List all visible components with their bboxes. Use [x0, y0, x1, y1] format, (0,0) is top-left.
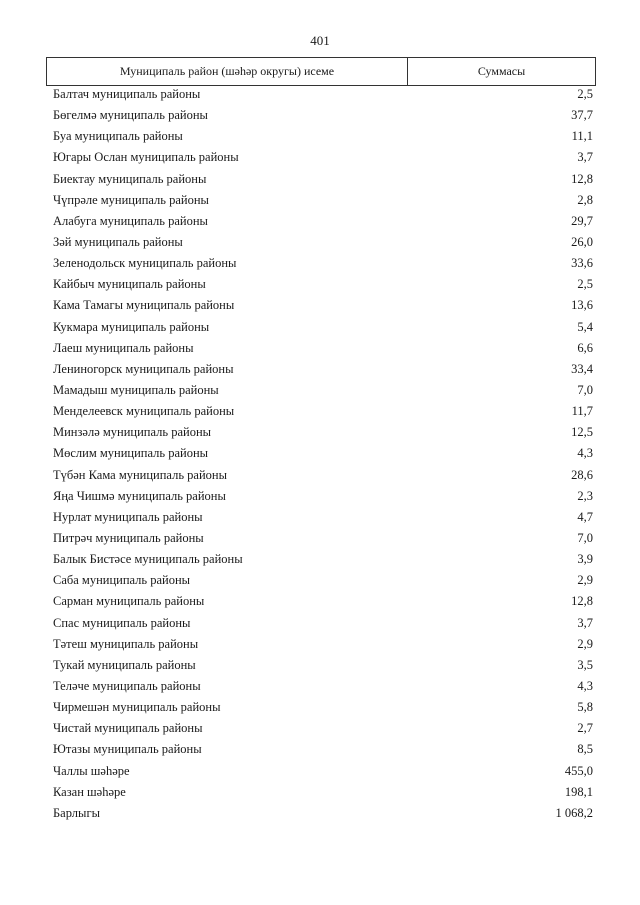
amount-value: 28,6 [571, 467, 593, 482]
amount-value: 2,3 [577, 488, 593, 503]
district-name: Мөслим муниципаль районы [53, 446, 209, 461]
table-row [53, 169, 593, 190]
district-name: Зеленодольск муниципаль районы [53, 256, 237, 271]
amount-value: 4,7 [577, 509, 593, 524]
district-name: Балтач муниципаль районы [53, 87, 201, 102]
district-name: Сарман муниципаль районы [53, 594, 205, 609]
district-name: Кама Тамагы муниципаль районы [53, 298, 235, 313]
header-amount: Суммасы [477, 64, 526, 78]
amount-value: 33,4 [571, 361, 593, 376]
district-name: Чирмешән муниципаль районы [53, 700, 221, 715]
amount-value: 198,1 [564, 784, 593, 799]
district-name: Югары Ослан муниципаль районы [53, 150, 239, 165]
district-name: Алабуга муниципаль районы [53, 213, 208, 228]
table-row [53, 401, 593, 422]
amount-value: 13,6 [571, 298, 593, 313]
table-row [53, 676, 593, 697]
amount-value: 3,7 [577, 615, 593, 630]
amount-value: 4,3 [577, 679, 593, 693]
district-name: Буа муниципаль районы [53, 129, 183, 144]
table-row [53, 528, 593, 549]
amount-value: 7,0 [577, 531, 593, 546]
district-name: Питрәч муниципаль районы [53, 531, 204, 546]
district-name: Кукмара муниципаль районы [53, 319, 210, 334]
table-row [53, 295, 593, 316]
district-name: Яңа Чишмә муниципаль районы [53, 488, 226, 503]
district-name: Чаллы шәһәре [53, 763, 130, 778]
table-row [53, 380, 593, 401]
page-number: 401 [310, 33, 330, 48]
amount-value: 26,0 [571, 235, 593, 250]
amount-value: 6,6 [577, 340, 593, 355]
table-row [53, 465, 593, 486]
district-name: Зәй муниципаль районы [53, 235, 183, 250]
district-name: Барлыгы [53, 805, 100, 820]
amount-value: 12,8 [571, 171, 593, 186]
table-row [53, 190, 593, 211]
table-row [53, 486, 593, 507]
district-name: Чистай муниципаль районы [53, 721, 203, 736]
district-name: Чүпрәле муниципаль районы [53, 192, 209, 207]
amount-value: 11,7 [571, 404, 593, 419]
table-row [53, 422, 593, 443]
table-row [53, 782, 593, 803]
amount-value: 29,7 [571, 213, 593, 228]
amount-value: 2,7 [577, 721, 593, 736]
table-body [53, 84, 593, 824]
table-row [53, 507, 593, 528]
district-name: Лаеш муниципаль районы [53, 340, 194, 355]
amount-value: 2,5 [577, 87, 593, 102]
district-name: Менделеевск муниципаль районы [53, 404, 235, 419]
table-row [53, 274, 593, 295]
district-name: Казан шәһәре [53, 784, 126, 799]
table-row [53, 655, 593, 676]
district-name: Тукай муниципаль районы [53, 657, 196, 672]
table-row [53, 147, 593, 168]
district-name: Ютазы муниципаль районы [53, 742, 202, 757]
table-row [53, 718, 593, 739]
amount-value: 12,5 [571, 425, 593, 440]
amount-value: 2,9 [577, 573, 593, 588]
amount-value: 4,3 [577, 446, 593, 461]
amount-value: 5,8 [577, 700, 593, 715]
amount-value: 1 068,2 [555, 805, 593, 820]
amount-value: 7,0 [577, 383, 593, 398]
table-row [53, 232, 593, 253]
table-row [53, 359, 593, 380]
amount-value: 3,9 [577, 552, 593, 567]
district-name: Бөгелмә муниципаль районы [53, 108, 208, 123]
amount-value: 12,8 [571, 594, 593, 609]
district-name: Нурлат муниципаль районы [53, 509, 203, 524]
district-name: Кайбыч муниципаль районы [53, 277, 206, 292]
table-row [53, 549, 593, 570]
header-district-name: Муниципаль район (шәһәр округы) исеме [47, 58, 408, 85]
table-row [53, 211, 593, 232]
district-name: Теләче муниципаль районы [53, 679, 201, 693]
amount-value: 8,5 [577, 742, 593, 757]
amount-value: 11,1 [571, 129, 593, 144]
table-row [53, 84, 593, 105]
amount-value: 2,8 [577, 192, 593, 207]
district-name: Түбән Кама муниципаль районы [53, 467, 227, 482]
table-row [53, 338, 593, 359]
table-row [53, 761, 593, 782]
table-row [53, 253, 593, 274]
table-row [53, 126, 593, 147]
table-row [53, 613, 593, 634]
table-row [53, 739, 593, 760]
district-name: Балык Бистәсе муниципаль районы [53, 552, 243, 567]
amount-value: 37,7 [571, 108, 593, 123]
district-name: Мамадыш муниципаль районы [53, 383, 219, 398]
table-row [53, 317, 593, 338]
table-row [53, 591, 593, 612]
district-name: Минзәлә муниципаль районы [53, 425, 212, 440]
amount-value: 5,4 [577, 319, 593, 334]
amount-value: 3,7 [577, 150, 593, 165]
table-row [53, 634, 593, 655]
district-name: Биектау муниципаль районы [53, 171, 207, 186]
table-row [53, 803, 593, 824]
table-row [53, 443, 593, 464]
table-row [53, 105, 593, 126]
amount-value: 2,5 [577, 277, 593, 292]
amount-value: 455,0 [564, 763, 593, 778]
amount-value: 33,6 [571, 256, 593, 271]
amount-value: 2,9 [577, 636, 593, 651]
district-name: Саба муниципаль районы [53, 573, 191, 588]
district-name: Тәтеш муниципаль районы [53, 636, 199, 651]
amount-value: 3,5 [577, 657, 593, 672]
table-header [46, 57, 596, 86]
table-row [53, 570, 593, 591]
district-name: Спас муниципаль районы [53, 615, 191, 630]
table-row [53, 697, 593, 718]
district-name: Лениногорск муниципаль районы [53, 361, 234, 376]
